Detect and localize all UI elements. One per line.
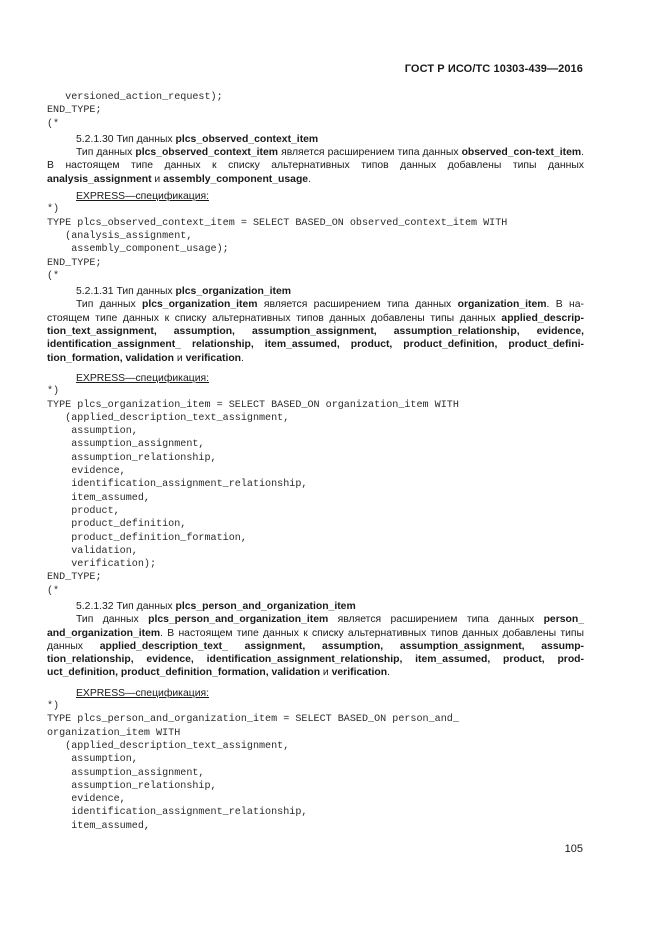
code-line: (* [47, 118, 60, 130]
code-line: *) [47, 204, 60, 216]
section-paragraph-31: Тип данных plcs_organization_item является расширением типа данных organization_item. В на-стоящем типе данных к списку альтернативных типов данных добавлены типы данных applied_descrip-tion_text_assignment, assumption, assumption_assignment, assumption_relationship, evidence, identification_assignment_ relationship, item_assumed, product, product_definition, product_defini-tion_formation, validation и verification. [47, 299, 585, 364]
page-content [47, 91, 584, 833]
code-line: TYPE plcs_observed_context_item = SELECT BASED_ON observed_context_item WITH [47, 217, 508, 229]
code-line: assumption, [47, 754, 138, 766]
code-line: verification); [47, 559, 157, 571]
page-number: 105 [564, 843, 583, 855]
code-line: END_TYPE; [47, 257, 102, 269]
section-heading-30: 5.2.1.30 Тип данных plcs_observed_context_item [76, 133, 319, 145]
express-spec-label-31: EXPRESS—спецификация: [76, 372, 210, 384]
section-heading-31: 5.2.1.31 Тип данных plcs_organization_item [76, 286, 292, 298]
code-block-32 [47, 700, 584, 833]
code-block-intro [47, 91, 584, 131]
code-line: (applied_description_text_assignment, [47, 740, 290, 752]
code-line: *) [47, 386, 60, 398]
code-line: (applied_description_text_assignment, [47, 412, 290, 424]
code-line: assumption, [47, 426, 138, 438]
code-line: evidence, [47, 794, 126, 806]
code-line: product_definition_formation, [47, 532, 247, 544]
code-line: identification_assignment_relationship, [47, 479, 308, 491]
section-heading-32: 5.2.1.32 Тип данных plcs_person_and_organization_item [76, 600, 356, 612]
code-line: product, [47, 505, 120, 517]
code-line: evidence, [47, 466, 126, 478]
section-paragraph-32: Тип данных plcs_person_and_organization_item является расширением типа данных person_ and_organization_item. В настоящем типе данных к списку альтернативных типов данных добавлены типы данных applied_description_text_ assignment, assumption, assumption_assignment, assump-tion_relationship, evidence, identification_assignment_relationship, item_assumed, product, prod-uct_definition, product_definition_formation, validation и verification. [47, 614, 585, 679]
express-spec-label-30: EXPRESS—спецификация: [76, 191, 210, 203]
code-line: assumption_assignment, [47, 767, 205, 779]
code-line: END_TYPE; [47, 105, 102, 117]
code-line: *) [47, 701, 60, 713]
code-line: TYPE plcs_person_and_organization_item = SELECT BASED_ON person_and_ [47, 714, 459, 726]
code-line: assumption_assignment, [47, 439, 205, 451]
code-line: TYPE plcs_organization_item = SELECT BASED_ON organization_item WITH [47, 399, 459, 411]
code-line: identification_assignment_relationship, [47, 807, 308, 819]
code-line: product_definition, [47, 519, 187, 531]
code-line: validation, [47, 545, 138, 557]
code-line: versioned_action_request); [47, 92, 223, 103]
code-line: item_assumed, [47, 492, 150, 504]
code-line: (* [47, 585, 60, 597]
code-line: organization_item WITH [47, 727, 181, 739]
code-line: item_assumed, [47, 820, 150, 832]
section-paragraph-30: Тип данных plcs_observed_context_item является расширением типа данных observed_con-text_item. В настоящем типе данных к списку альтернативных типов данных добавлены типы данных analysis_assignment и assembly_component_usage. [47, 147, 584, 185]
code-line: (* [47, 270, 60, 282]
standard-header: ГОСТ Р ИСО/ТС 10303-439—2016 [404, 63, 583, 75]
code-line: END_TYPE; [47, 572, 102, 584]
express-spec-label-32: EXPRESS—спецификация: [76, 687, 210, 699]
code-line: (analysis_assignment, [47, 230, 193, 242]
code-block-30 [47, 203, 584, 283]
code-line: assembly_component_usage); [47, 244, 229, 256]
code-line: assumption_relationship, [47, 452, 217, 464]
code-block-31 [47, 385, 584, 598]
code-line: assumption_relationship, [47, 780, 217, 792]
